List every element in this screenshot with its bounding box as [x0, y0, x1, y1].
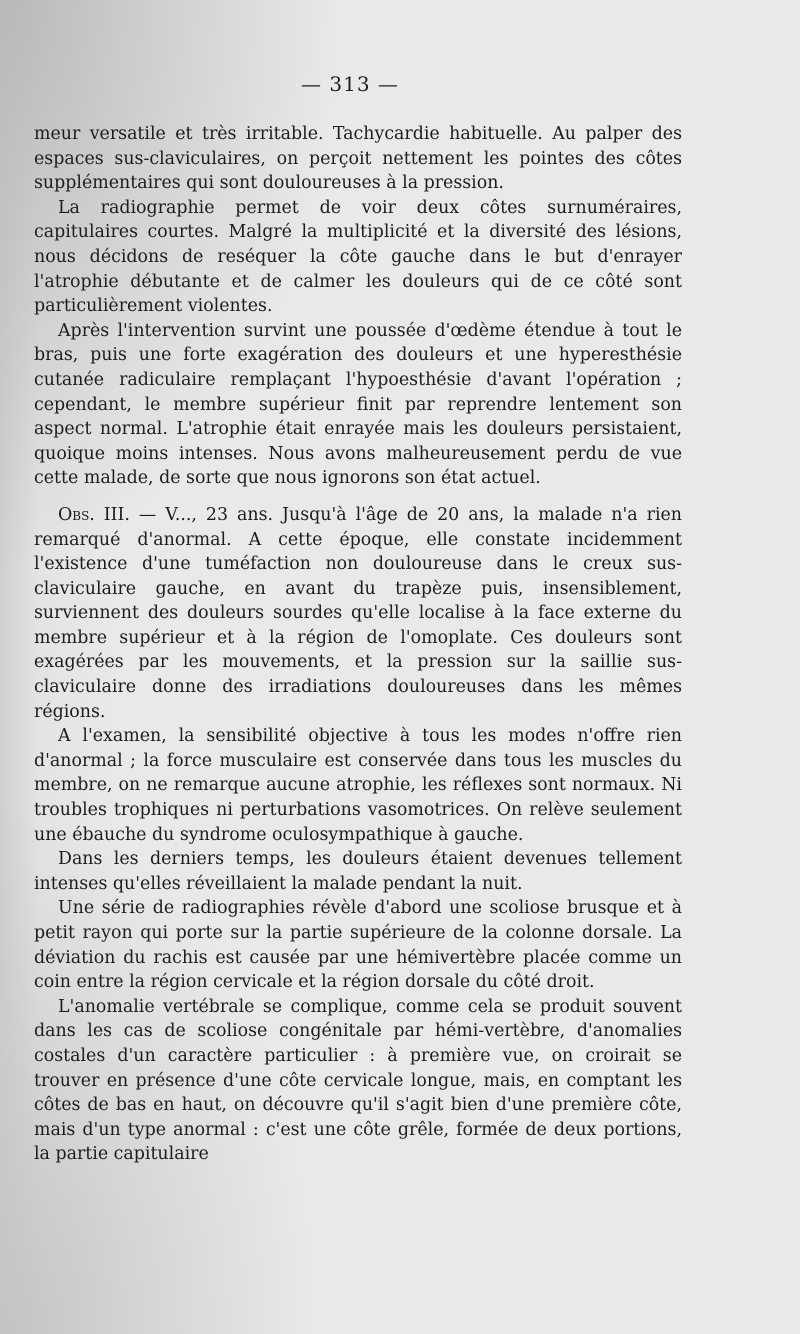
observation-paragraph	[34, 503, 682, 724]
paragraph: La radiographie permet de voir deux côtes surnuméraires, capitulaires courtes. Malgré la multiplicité et la diversité des lésions, nous décidons de reséquer la côte gauche dans le but d'enrayer l'atrophie débutante et de calmer les douleurs qui de ce côté sont particulièrement violentes.	[34, 197, 682, 317]
section-gap	[34, 491, 682, 503]
paragraph-continuation: meur versatile et très irritable. Tachycardie habituelle. Au palper des espaces sus-claviculaires, on perçoit nettement les pointes des côtes supplémentaires qui sont douloureuses à la pression.	[34, 124, 682, 194]
page-number: — 313 —	[301, 72, 399, 96]
paragraph: Une série de radiographies révèle d'abord une scoliose brusque et à petit rayon qui porte sur la partie supérieure de la colonne dorsale. La déviation du rachis est causée par une hémivertèbre placée comme un coin entre la région cervicale et la région dorsale du côté droit.	[34, 898, 682, 993]
paragraph: A l'examen, la sensibilité objective à tous les modes n'offre rien d'anormal ; la force musculaire est conservée dans tous les muscles du membre, on ne remarque aucune atrophie, les réflexes sont normaux. Ni troubles trophiques ni perturbations vasomotrices. On relève seulement une ébauche du syndrome oculosympathique à gauche.	[34, 726, 682, 845]
paragraph: Après l'intervention survint une poussée d'œdème étendue à tout le bras, puis une forte exagération des douleurs et une hyperesthésie cutanée radiculaire remplaçant l'hypoesthésie d'avant l'opération ; cependant, le membre supérieur finit par reprendre lentement son aspect normal. L'atrophie était enrayée mais les douleurs persistaient, quoique moins intenses. Nous avons malheureusement perdu de vue cette malade, de sorte que nous ignorons son état actuel.	[34, 320, 682, 489]
observation-text: — V..., 23 ans. Jusqu'à l'âge de 20 ans, la malade n'a rien remarqué d'anormal. A cette époque, elle constate incidemment l'existence d'une tuméfaction non douloureuse dans le creux sus-claviculaire gauche, en avant du trapèze puis, insensiblement, surviennent des douleurs sourdes qu'elle localise à la face externe du membre supérieur et à la région de l'omoplate. Ces douleurs sont exagérées par les mouvements, et la pression sur la saillie sus-claviculaire donne des irradiations douloureuses dans les mêmes régions.	[34, 504, 682, 722]
paragraph: L'anomalie vertébrale se complique, comme cela se produit souvent dans les cas de scoliose congénitale par hémi-vertèbre, d'anomalies costales d'un caractère particulier : à première vue, on croirait se trouver en présence d'une côte cervicale longue, mais, en comptant les côtes de bas en haut, on découvre qu'il s'agit bien d'une première côte, mais d'un type anormal : c'est une côte grêle, formée de deux portions, la partie capitulaire	[34, 996, 682, 1165]
paragraph: Dans les derniers temps, les douleurs étaient devenues tellement intenses qu'elles réveillaient la malade pendant la nuit.	[34, 849, 682, 894]
observation-label: Obs. III.	[58, 504, 130, 525]
page-body	[34, 122, 682, 1167]
